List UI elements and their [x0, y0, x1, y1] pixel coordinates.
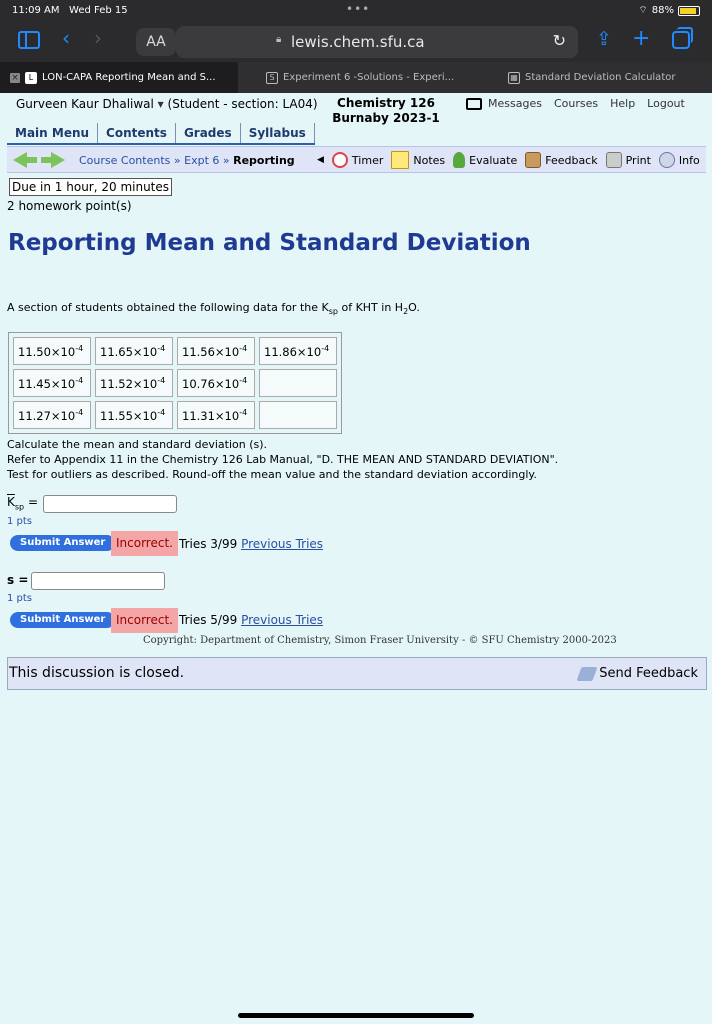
- breadcrumb: Course Contents » Expt 6 » Reporting: [79, 154, 295, 167]
- logout-link[interactable]: Logout: [647, 97, 685, 110]
- notes-tool[interactable]: Notes: [391, 151, 445, 169]
- battery-icon: [678, 6, 700, 16]
- feedback-tool[interactable]: Feedback: [525, 152, 597, 168]
- crumb-expt6[interactable]: Expt 6: [184, 154, 220, 167]
- status-bar: [0, 0, 712, 22]
- collapse-triangle-icon[interactable]: ◀: [317, 155, 324, 165]
- back-icon[interactable]: ‹: [62, 26, 70, 50]
- status-badge-2: Incorrect.: [111, 608, 178, 633]
- page-title: Reporting Mean and Standard Deviation: [8, 230, 531, 256]
- previous-tries-link-2[interactable]: Previous Tries: [241, 613, 324, 627]
- user-info: Gurveen Kaur Dhaliwal ▾ (Student - section: LA04): [16, 97, 318, 111]
- tab-strip: [0, 62, 712, 93]
- previous-arrow-icon[interactable]: [13, 152, 27, 168]
- reload-icon[interactable]: ↻: [552, 31, 566, 50]
- s-label: s =: [7, 573, 29, 587]
- table-cell: $11.27\times 10^{-4}$: [13, 401, 91, 429]
- messages-icon[interactable]: [466, 98, 482, 110]
- header-links: [466, 97, 685, 110]
- table-cell: $11.86\times 10^{-4}$: [259, 337, 337, 365]
- evaluate-tool[interactable]: Evaluate: [453, 152, 517, 168]
- tool-links: [317, 151, 704, 169]
- battery-indicator: ⌔ 88%: [638, 4, 700, 17]
- main-menu: [7, 123, 315, 145]
- menu-grades[interactable]: Grades: [176, 123, 241, 143]
- print-tool[interactable]: Print: [606, 152, 651, 168]
- close-tab-icon[interactable]: ×: [11, 72, 19, 83]
- reader-aa-button[interactable]: AA: [136, 28, 176, 56]
- notes-icon: [391, 151, 409, 169]
- discussion-closed-text: This discussion is closed.: [9, 665, 185, 681]
- menu-main[interactable]: Main Menu: [7, 123, 98, 143]
- sidebar-icon[interactable]: [18, 31, 40, 49]
- part2-points: 1 pts: [7, 593, 33, 604]
- menu-contents[interactable]: Contents: [98, 123, 176, 143]
- table-cell-empty: [259, 401, 337, 429]
- calculator-favicon: ▦: [508, 72, 520, 84]
- table-cell: $11.55\times 10^{-4}$: [95, 401, 173, 429]
- url-text: lewis.chem.sfu.ca: [291, 33, 425, 51]
- tries-info-1: Tries 3/99 Previous Tries: [179, 537, 324, 551]
- table-cell: $10.76\times 10^{-4}$: [177, 369, 255, 397]
- status-badge-1: Incorrect.: [111, 531, 178, 556]
- instructions: Calculate the mean and standard deviation (s). Refer to Appendix 11 in the Chemistry 126 Lab Manual, "D. THE MEAN AND STANDARD DEVIATION". Test for outliers as described. Round-off the mean value and the standard deviation accordingly.: [7, 438, 559, 481]
- table-cell: $11.65\times 10^{-4}$: [95, 337, 173, 365]
- ksp-mean-input[interactable]: [43, 495, 177, 513]
- course-title: Chemistry 126 Burnaby 2023-1: [332, 96, 440, 125]
- table-row: [13, 337, 337, 365]
- table-row: [13, 401, 337, 429]
- tab-std-dev-calculator[interactable]: [498, 62, 712, 93]
- browser-toolbar: [0, 22, 712, 62]
- tab-experiment6[interactable]: [256, 62, 476, 93]
- submit-answer-button-1[interactable]: Submit Answer: [10, 535, 115, 551]
- printer-icon: [606, 152, 622, 168]
- discussion-box: [7, 657, 707, 690]
- part1-points: 1 pts: [7, 516, 33, 527]
- data-table: [8, 332, 342, 434]
- feedback-icon: [525, 152, 541, 168]
- courses-link[interactable]: Courses: [553, 97, 599, 110]
- tab-label: Standard Deviation Calculator: [525, 72, 676, 83]
- home-indicator[interactable]: [238, 1013, 474, 1018]
- wifi-icon: ⌔: [638, 5, 648, 16]
- table-cell: $11.50\times 10^{-4}$: [13, 337, 91, 365]
- tab-label: LON-CAPA Reporting Mean and S...: [42, 72, 216, 83]
- table-cell: $11.56\times 10^{-4}$: [177, 337, 255, 365]
- info-tool[interactable]: Info: [659, 152, 700, 168]
- tabs-overview-icon[interactable]: [672, 31, 690, 49]
- previous-tries-link-1[interactable]: Previous Tries: [241, 537, 324, 551]
- lon-capa-favicon: L: [25, 72, 37, 84]
- next-arrow-icon[interactable]: [51, 152, 65, 168]
- timer-tool[interactable]: Timer: [332, 152, 383, 168]
- crumb-reporting: Reporting: [233, 154, 295, 167]
- due-date: Due in 1 hour, 20 minutes: [9, 178, 172, 196]
- table-cell: $11.45\times 10^{-4}$: [13, 369, 91, 397]
- problem-intro: A section of students obtained the following data for the $K_{sp}$ of KHT in $H_2O$.: [7, 301, 420, 317]
- new-tab-icon[interactable]: +: [632, 26, 651, 51]
- share-icon[interactable]: ⇪: [596, 28, 612, 50]
- nav-bar: [7, 146, 706, 173]
- tab-lon-capa[interactable]: [0, 62, 238, 93]
- address-bar[interactable]: [176, 26, 578, 58]
- evaluate-icon: [453, 152, 465, 168]
- table-cell: $11.31\times 10^{-4}$: [177, 401, 255, 429]
- menu-syllabus[interactable]: Syllabus: [241, 123, 315, 143]
- std-dev-input[interactable]: [31, 572, 165, 590]
- tries-info-2: Tries 5/99 Previous Tries: [179, 613, 324, 627]
- user-role: (Student - section: LA04): [167, 97, 318, 111]
- table-cell-empty: [259, 369, 337, 397]
- table-row: [13, 369, 337, 397]
- stopwatch-icon: [332, 152, 348, 168]
- info-eye-icon: [659, 152, 675, 168]
- submit-answer-button-2[interactable]: Submit Answer: [10, 612, 115, 628]
- copyright: Copyright: Department of Chemistry, Simon Fraser University - © SFU Chemistry 2000-2023: [143, 635, 617, 646]
- send-feedback-link[interactable]: Send Feedback: [579, 666, 698, 681]
- lock-icon: 🔒︎: [276, 34, 282, 45]
- messages-link[interactable]: Messages: [488, 97, 542, 110]
- help-link[interactable]: Help: [610, 97, 636, 110]
- s-favicon: S: [266, 72, 278, 84]
- ksp-mean-label: $\overline{K}_{sp}$ =: [7, 495, 38, 512]
- crumb-course-contents[interactable]: Course Contents: [79, 154, 171, 167]
- tab-label: Experiment 6 -Solutions - Experi...: [283, 72, 455, 83]
- homework-points: 2 homework point(s): [7, 199, 132, 213]
- lon-capa-page: [0, 93, 712, 1024]
- multitask-dots[interactable]: •••: [346, 2, 371, 16]
- status-time: 11:09 AM Wed Feb 15: [12, 5, 128, 16]
- table-cell: $11.52\times 10^{-4}$: [95, 369, 173, 397]
- forward-icon[interactable]: ›: [94, 26, 102, 50]
- user-name[interactable]: Gurveen Kaur Dhaliwal: [16, 97, 154, 111]
- send-feedback-icon: [577, 667, 598, 681]
